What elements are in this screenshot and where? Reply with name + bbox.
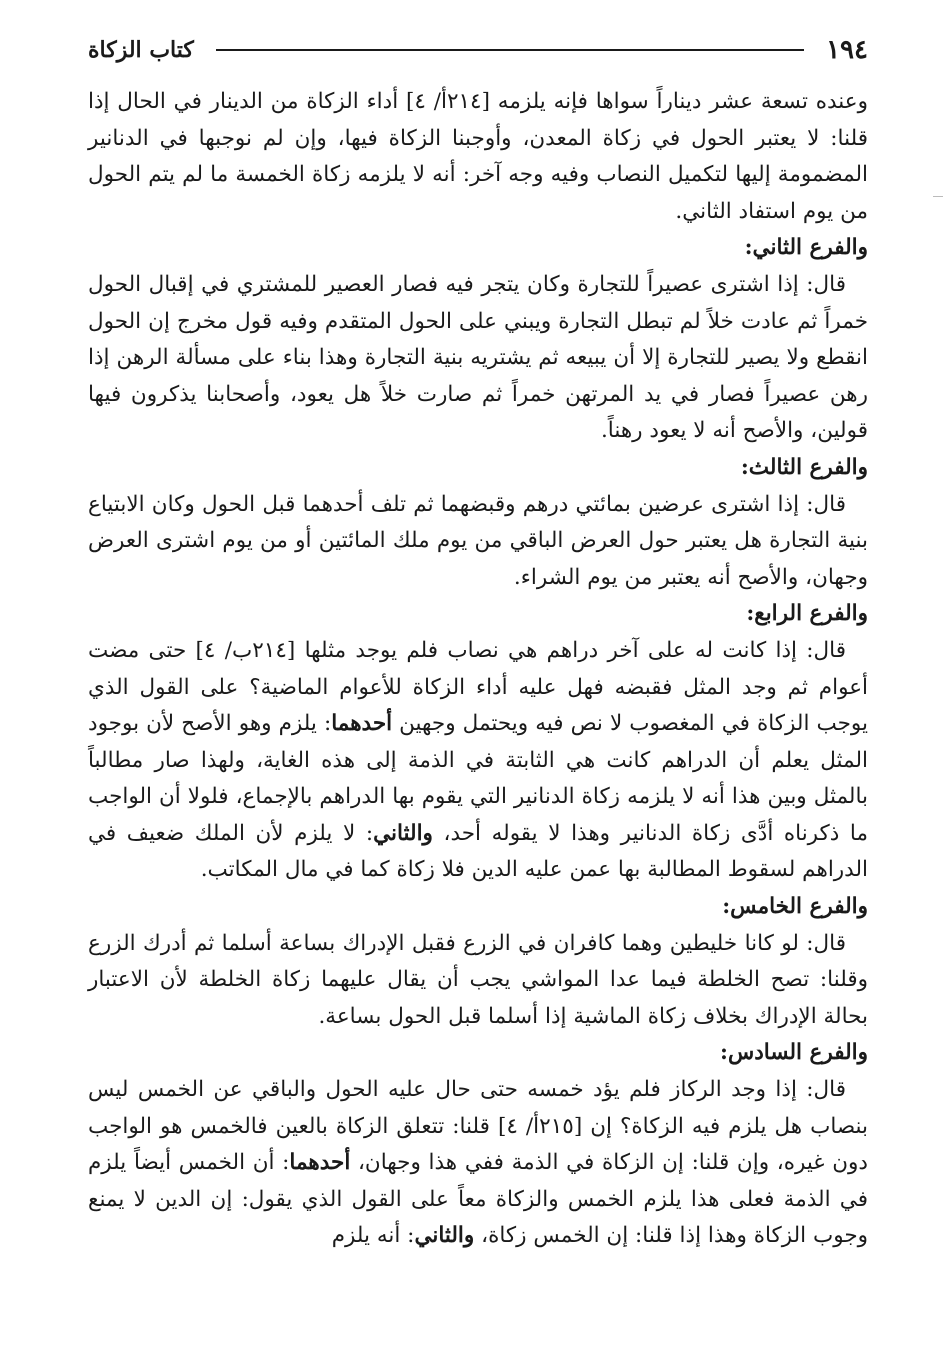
body-text — [88, 84, 868, 1255]
paragraph-6 — [88, 1072, 868, 1255]
paragraph-6-bold-first: أحدهما — [289, 1150, 351, 1176]
paragraph-2: قال: إذا اشترى عصيراً للتجارة وكان يتجر فيه فصار العصير للمشتري في إقبال الحول خمراً ثم عادت خلاً لم تبطل التجارة ويبني على الحول المتقدم وفيه قول مخرج إن الحول انقطع ولا يصير للتجارة إلا أن يبيعه ثم يشتريه بنية التجارة وهذا بناء على مسألة الرهن إذا رهن عصيراً فصار في يد المرتهن خمراً ثم صارت خلاً هل يعود، وأصحابنا يذكرون فيها قولين، والأصح أنه لا يعود رهناً. — [88, 271, 868, 444]
paragraph-6-part-b: : أن الخمس أيضاً يلزم في الذمة فعلى هذا يلزم الخمس والزكاة معاً على القول الذي يقول: إن الدين لا يمنع وجوب الزكاة وهذا إذا قلنا: إن الخمس زكاة، — [88, 1150, 868, 1249]
paragraph-6-part-c: : أنه يلزم — [331, 1223, 415, 1249]
paragraph-4 — [88, 633, 868, 889]
section-heading-3: والفرع الثالث: — [740, 454, 868, 480]
paragraph-1: وعنده تسعة عشر ديناراً سواها فإنه يلزمه [٢١٤أ/ ٤] أداء الزكاة من الدينار في الحال إذا قلنا: لا يعتبر الحول في زكاة المعدن، وأوجبنا الزكاة فيها، وإن لم نوجبها في الدنانير المضمومة إليها لتكميل النصاب وفيه وجه آخر: أنه لا يلزمه زكاة الخمسة ما لم يتم الحول من يوم استفاد الثاني. — [88, 89, 868, 224]
running-title: كتاب الزكاة — [88, 37, 194, 63]
page-number: ١٩٤ — [826, 35, 868, 65]
paragraph-5: قال: لو كانا خليطين وهما كافران في الزرع فقبل الإدراك بساعة أسلما ثم أدرك الزرع وقلنا: تصح الخلطة فيما عدا المواشي يجب أن يقال عليهما زكاة الخلطة لأن الاعتبار بحالة الإدراك بخلاف زكاة الماشية إذا أسلما قبل الحول بساعة. — [88, 930, 868, 1029]
paragraph-4-bold-second: والثاني — [373, 820, 433, 846]
section-heading-6: والفرع السادس: — [720, 1040, 868, 1066]
paragraph-4-part-c: : لا يلزم لأن الملك ضعيف في الدراهم لسقوط المطالبة بها عمن عليه الدين فلا زكاة كما في مال المكاتب. — [88, 820, 868, 883]
paragraph-6-bold-second: والثاني — [414, 1223, 475, 1249]
paragraph-4-part-b: : يلزم وهو الأصح لأن بوجود المثل يعلم أن الدراهم كانت هي الثابتة في الذمة إلى هذه الغاية، ولهذا صار مطالباً بالمثل وبين هذا أنه لا يلزمه زكاة الدنانير التي يقوم بها الدراهم بالإجماع، فلولا أن الواجب ما ذكرناه أدَّى زكاة الدنانير وهذا لا يقوله أحد، — [88, 711, 868, 846]
paragraph-6-part-a: قال: إذا وجد الركاز فلم يؤد خمسه حتى حال عليه الحول والباقي عن الخمس ليس بنصاب هل يلزم فيه الزكاة؟ إن [٢١٥أ/ ٤] قلنا: تتعلق الزكاة بالعين فالخمس هو الواجب دون غيره، وإن قلنا: إن الزكاة في الذمة ففي هذا وجهان، — [88, 1077, 868, 1176]
header-rule — [216, 49, 804, 51]
paragraph-3: قال: إذا اشترى عرضين بمائتي درهم وقبضهما ثم تلف أحدهما قبل الحول وكان الابتياع بنية التجارة هل يعتبر حول العرض الباقي من يوم ملك المائتين أو من يوم اشترى العرض وجهان، والأصح أنه يعتبر من يوم الشراء. — [88, 491, 868, 590]
margin-mark — [933, 196, 943, 197]
section-heading-5: والفرع الخامس: — [722, 894, 868, 920]
page-header — [88, 30, 868, 70]
section-heading-4: والفرع الرابع: — [746, 601, 868, 627]
paragraph-4-part-a: قال: إذا كانت له على آخر دراهم هي نصاب فلم يوجد مثلها [٢١٤ب/ ٤] حتى مضت أعوام ثم وجد المثل فقبضه فهل عليه أداء الزكاة للأعوام الماضية؟ على القول الذي يوجب الزكاة في المغصوب لا نص فيه ويحتمل وجهين — [88, 637, 868, 737]
document-page — [88, 30, 868, 1255]
paragraph-4-bold-first: أحدهما — [331, 711, 393, 737]
section-heading-2: والفرع الثاني: — [744, 235, 868, 261]
